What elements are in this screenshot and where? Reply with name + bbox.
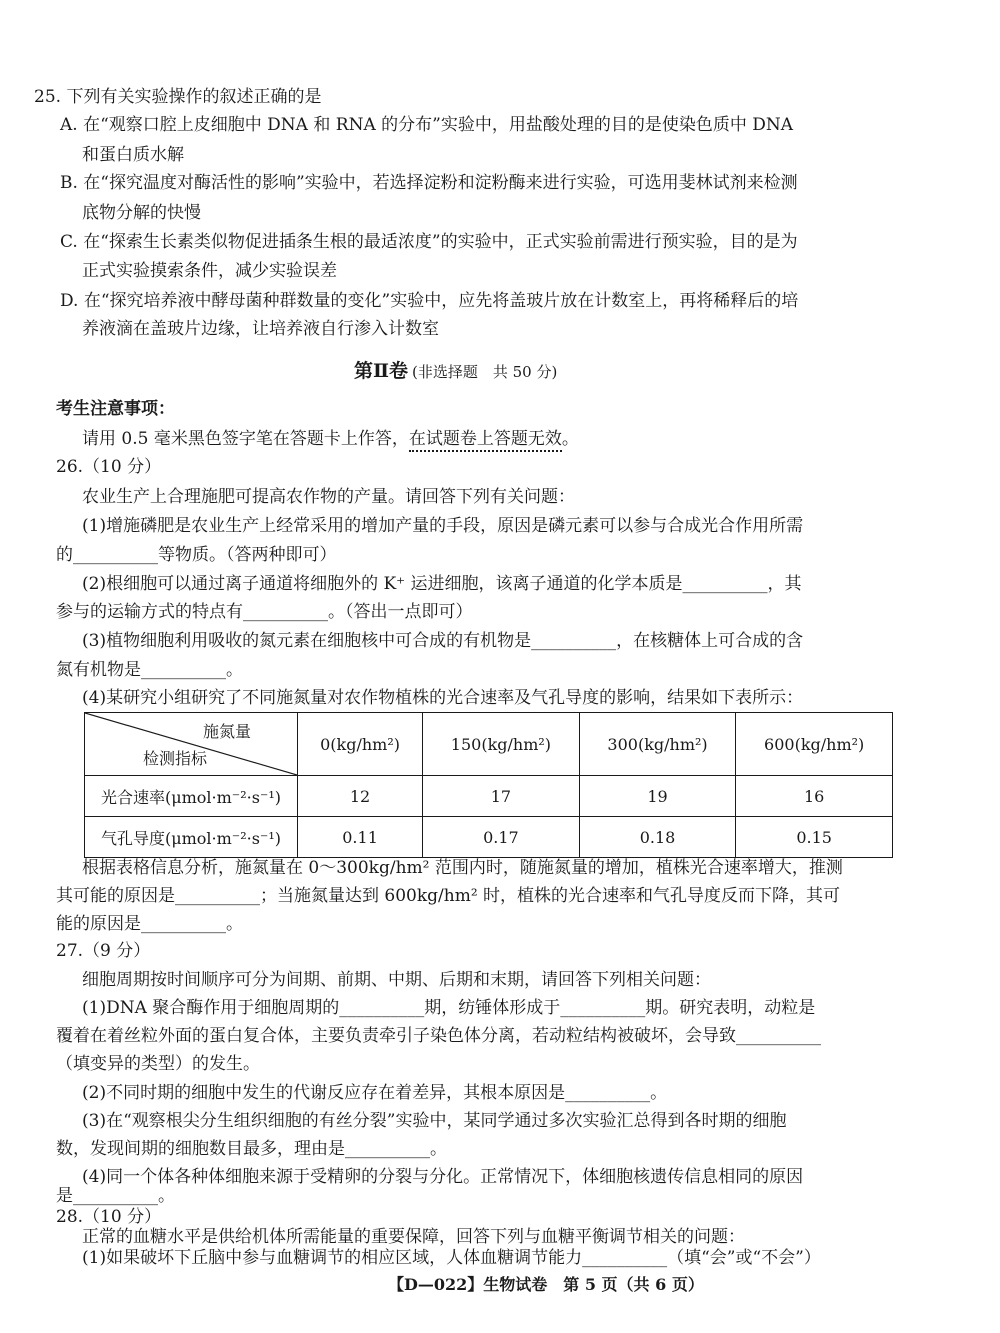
notice-text-pre: 请用 0.5 毫米黑色签字笔在答题卡上作答，: [82, 429, 409, 449]
q25-option-b: B. 在“探究温度对酶活性的影响”实验中，若选择淀粉和淀粉酶来进行实验，可选用斐林试剂来检测: [60, 173, 798, 193]
notice-text-end: 。: [561, 429, 579, 449]
table-cell: 12: [298, 776, 423, 817]
q26-part3-cont: 氮有机物是__________。: [56, 660, 243, 680]
table-cell: 0.11: [298, 817, 423, 858]
q25-option-b-cont: 底物分解的快慢: [82, 203, 201, 223]
table-row: [85, 776, 893, 817]
q27-part3: (3)在“观察根尖分生组织细胞的有丝分裂”实验中，某同学通过多次实验汇总得到各时期的细胞: [82, 1111, 787, 1131]
q28-heading: 28.（10 分）: [56, 1207, 162, 1227]
q27-part4: (4)同一个体各种体细胞来源于受精卵的分裂与分化。正常情况下，体细胞核遗传信息相同的原因: [82, 1167, 804, 1187]
q25-option-d-cont: 养液滴在盖玻片边缘，让培养液自行渗入计数室: [82, 319, 439, 339]
table-col-header: 600(kg/hm²): [736, 713, 893, 776]
notice-text-emphasis: 在试题卷上答题无效: [409, 429, 562, 452]
table-col-header: 300(kg/hm²): [579, 713, 736, 776]
table-diagonal-header: [85, 713, 298, 776]
table-cell: 16: [736, 776, 893, 817]
q25-stem: 25. 下列有关实验操作的叙述正确的是: [34, 87, 322, 107]
q26-analysis-end: 能的原因是__________。: [56, 914, 243, 934]
q25-option-a-cont: 和蛋白质水解: [82, 145, 184, 165]
q27-part4-cont: 是__________。: [56, 1186, 175, 1206]
q25-option-a: A. 在“观察口腔上皮细胞中 DNA 和 RNA 的分布”实验中，用盐酸处理的目的是使染色质中 DNA: [60, 115, 793, 135]
q27-part1-cont: 覆着在着丝粒外面的蛋白复合体，主要负责牵引子染色体分离，若动粒结构被破坏，会导致__________: [56, 1026, 821, 1046]
page-footer: 【D—022】生物试卷 第 5 页（共 6 页）: [388, 1275, 704, 1294]
q26-intro: 农业生产上合理施肥可提高农作物的产量。请回答下列有关问题：: [82, 487, 575, 507]
table-cell: 17: [423, 776, 580, 817]
table-row-label: 光合速率(μmol·m⁻²·s⁻¹): [85, 776, 298, 817]
table-row-label: 气孔导度(μmol·m⁻²·s⁻¹): [85, 817, 298, 858]
q27-part1-end: （填变异的类型）的发生。: [56, 1054, 260, 1074]
table-cell: 0.15: [736, 817, 893, 858]
table-col-header: 150(kg/hm²): [423, 713, 580, 776]
q27-part3-cont: 数，发现间期的细胞数目最多，理由是__________。: [56, 1139, 447, 1159]
nitrogen-data-table: [84, 712, 893, 858]
q26-part3: (3)植物细胞利用吸收的氮元素在细胞核中可合成的有机物是__________，在核糖体上可合成的含: [82, 631, 804, 651]
q26-analysis: 根据表格信息分析，施氮量在 0～300kg/hm² 范围内时，随施氮量的增加，植株光合速率增大，推测: [82, 858, 843, 878]
section-title: [354, 356, 557, 383]
section-title-sub: (非选择题 共 50 分): [412, 363, 558, 381]
q28-intro: 正常的血糖水平是供给机体所需能量的重要保障，回答下列与血糖平衡调节相关的问题：: [82, 1227, 745, 1247]
q28-part1: (1)如果破坏下丘脑中参与血糖调节的相应区域，人体血糖调节能力__________（填“会”或“不会”）: [82, 1248, 821, 1268]
table-cell: 19: [579, 776, 736, 817]
q25-option-d: D. 在“探究培养液中酵母菌种群数量的变化”实验中，应先将盖玻片放在计数室上，再将稀释后的培: [60, 291, 799, 311]
q26-part1-cont: 的__________等物质。（答两种即可）: [56, 545, 337, 565]
notice-text: [82, 428, 579, 450]
table-cell: 0.17: [423, 817, 580, 858]
q27-part2: (2)不同时期的细胞中发生的代谢反应存在着差异，其根本原因是__________。: [82, 1083, 668, 1103]
diag-header-bottom: 检测指标: [143, 749, 208, 768]
q27-heading: 27.（9 分）: [56, 941, 151, 961]
table-header-row: [85, 713, 893, 776]
q26-part1: (1)增施磷肥是农业生产上经常采用的增加产量的手段，原因是磷元素可以参与合成光合作用所需: [82, 516, 804, 536]
section-title-main: 第Ⅱ卷: [354, 360, 409, 382]
q26-heading: 26.（10 分）: [56, 457, 162, 477]
q26-part4: (4)某研究小组研究了不同施氮量对农作物植株的光合速率及气孔导度的影响，结果如下表所示：: [82, 688, 804, 708]
q27-part1: (1)DNA 聚合酶作用于细胞周期的__________期，纺锤体形成于__________期。研究表明，动粒是: [82, 998, 816, 1018]
q26-part2-cont: 参与的运输方式的特点有__________。（答出一点即可）: [56, 602, 473, 622]
table-cell: 0.18: [579, 817, 736, 858]
q26-analysis-cont: 其可能的原因是__________；当施氮量达到 600kg/hm² 时，植株的光合速率和气孔导度反而下降，其可: [56, 886, 841, 906]
diag-header-top: 施氮量: [202, 722, 251, 741]
notice-heading: 考生注意事项：: [56, 399, 175, 419]
table-row: [85, 817, 893, 858]
q25-option-c-cont: 正式实验摸索条件，减少实验误差: [82, 261, 337, 281]
q25-option-c: C. 在“探索生长素类似物促进插条生根的最适浓度”的实验中，正式实验前需进行预实验，目的是为: [60, 232, 798, 252]
q27-intro: 细胞周期按时间顺序可分为间期、前期、中期、后期和末期，请回答下列相关问题：: [82, 970, 711, 990]
table-col-header: 0(kg/hm²): [298, 713, 423, 776]
q26-part2: (2)根细胞可以通过离子通道将细胞外的 K⁺ 运进细胞，该离子通道的化学本质是__________，其: [82, 574, 802, 594]
